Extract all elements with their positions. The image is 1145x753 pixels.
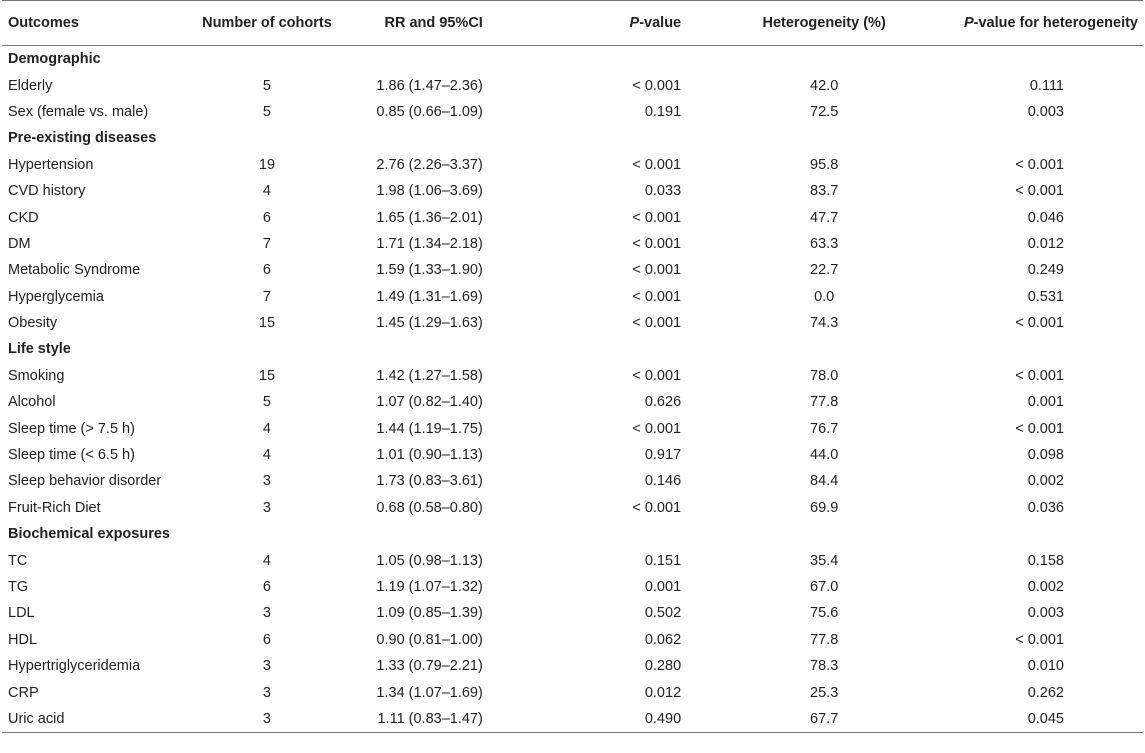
header-heterogeneity: Heterogeneity (%) bbox=[741, 1, 907, 46]
section-label: Biochemical exposures bbox=[8, 526, 170, 543]
heterogeneity-cell: 78.0 bbox=[810, 367, 839, 384]
p-heterogeneity-cell: 0.046 bbox=[1027, 209, 1064, 226]
table-row bbox=[2, 627, 1143, 653]
rr-cell: 1.86 (1.47–2.36) bbox=[376, 77, 483, 94]
outcome-cell: Sleep behavior disorder bbox=[8, 473, 162, 490]
outcome-cell: Sex (female vs. male) bbox=[8, 103, 149, 120]
table-row bbox=[2, 178, 1143, 204]
table-row bbox=[2, 468, 1143, 494]
table-row bbox=[2, 363, 1143, 389]
section-row bbox=[2, 336, 1143, 362]
p-value-cell: < 0.001 bbox=[632, 209, 682, 226]
cohorts-cell: 5 bbox=[262, 77, 271, 94]
cohorts-cell: 7 bbox=[262, 235, 271, 252]
outcome-cell: CRP bbox=[8, 684, 39, 701]
outcome-cell: Sleep time (< 6.5 h) bbox=[8, 447, 135, 464]
cohorts-cell: 4 bbox=[262, 447, 271, 464]
cohorts-cell: 3 bbox=[262, 605, 271, 622]
header-rr: RR and 95%CI bbox=[347, 1, 601, 46]
p-heterogeneity-cell: < 0.001 bbox=[1015, 420, 1064, 437]
section-label: Pre-existing diseases bbox=[8, 130, 157, 147]
cohorts-cell: 15 bbox=[258, 367, 276, 384]
p-heterogeneity-cell: < 0.001 bbox=[1015, 183, 1064, 200]
outcome-cell: TC bbox=[8, 552, 28, 569]
table-row bbox=[2, 389, 1143, 415]
p-value-cell: 0.490 bbox=[601, 706, 741, 733]
header-cohorts: Number of cohorts bbox=[187, 1, 348, 46]
outcome-cell: Hyperglycemia bbox=[8, 288, 104, 305]
cohorts-cell: 6 bbox=[262, 579, 271, 595]
p-value-cell: < 0.001 bbox=[632, 420, 682, 437]
p-heterogeneity-cell: 0.012 bbox=[1027, 235, 1064, 252]
table-row bbox=[2, 706, 1143, 733]
heterogeneity-cell: 47.7 bbox=[810, 209, 839, 226]
header-p-italic: P bbox=[629, 15, 640, 31]
rr-cell: 1.44 (1.19–1.75) bbox=[376, 420, 483, 437]
p-value-cell: < 0.001 bbox=[632, 288, 682, 305]
cohorts-cell: 5 bbox=[262, 103, 271, 120]
section-label: Life style bbox=[8, 341, 71, 358]
p-value-cell: 0.146 bbox=[644, 473, 682, 490]
p-value-cell: < 0.001 bbox=[632, 77, 682, 94]
header-p-rest: -value bbox=[639, 15, 682, 31]
p-value-cell: 0.001 bbox=[644, 579, 682, 595]
rr-cell: 1.33 (0.79–2.21) bbox=[376, 658, 483, 675]
section-label: Demographic bbox=[8, 51, 101, 68]
cohorts-cell: 15 bbox=[258, 315, 276, 332]
outcome-cell: LDL bbox=[8, 605, 35, 622]
p-value-cell: 0.191 bbox=[644, 103, 682, 120]
heterogeneity-cell: 35.4 bbox=[810, 552, 839, 569]
p-heterogeneity-cell: 0.249 bbox=[1027, 262, 1064, 279]
table-row bbox=[2, 415, 1143, 441]
p-value-cell: 0.502 bbox=[644, 605, 682, 622]
rr-cell: 1.59 (1.33–1.90) bbox=[376, 262, 483, 279]
p-value-cell: < 0.001 bbox=[632, 499, 682, 516]
cohorts-cell: 4 bbox=[262, 552, 271, 569]
rr-cell: 0.90 (0.81–1.00) bbox=[376, 631, 483, 648]
heterogeneity-cell: 76.7 bbox=[810, 420, 839, 437]
table-row bbox=[2, 653, 1143, 679]
p-value-cell: < 0.001 bbox=[632, 262, 682, 279]
heterogeneity-cell: 72.5 bbox=[810, 103, 839, 120]
p-heterogeneity-cell: 0.002 bbox=[1027, 473, 1064, 490]
outcome-cell: Hypertension bbox=[8, 156, 94, 173]
heterogeneity-cell: 95.8 bbox=[810, 156, 839, 173]
heterogeneity-cell: 67.7 bbox=[741, 706, 907, 733]
table-row bbox=[2, 152, 1143, 178]
outcome-cell: HDL bbox=[8, 631, 38, 648]
p-heterogeneity-cell: < 0.001 bbox=[1015, 631, 1064, 648]
p-heterogeneity-cell: 0.045 bbox=[907, 706, 1143, 733]
cohorts-cell: 3 bbox=[262, 499, 271, 516]
cohorts-cell: 4 bbox=[262, 183, 271, 200]
outcome-cell: Smoking bbox=[8, 367, 65, 384]
p-heterogeneity-cell: 0.036 bbox=[1027, 499, 1064, 516]
rr-cell: 1.45 (1.29–1.63) bbox=[376, 315, 483, 332]
cohorts-cell: 6 bbox=[262, 631, 271, 648]
p-value-cell: 0.012 bbox=[644, 684, 682, 701]
p-value-cell: < 0.001 bbox=[632, 315, 682, 332]
p-heterogeneity-cell: < 0.001 bbox=[1015, 315, 1064, 332]
table-row bbox=[2, 257, 1143, 283]
rr-cell: 1.42 (1.27–1.58) bbox=[376, 367, 483, 384]
rr-cell: 1.01 (0.90–1.13) bbox=[376, 447, 483, 464]
outcome-cell: DM bbox=[8, 235, 31, 252]
heterogeneity-cell: 0.0 bbox=[814, 288, 835, 305]
outcome-cell: Uric acid bbox=[2, 706, 187, 733]
cohorts-cell: 3 bbox=[262, 473, 271, 490]
p-heterogeneity-cell: 0.003 bbox=[1027, 103, 1064, 120]
heterogeneity-cell: 77.8 bbox=[810, 631, 839, 648]
rr-cell: 0.85 (0.66–1.09) bbox=[376, 103, 483, 120]
cohorts-cell: 19 bbox=[258, 156, 276, 173]
table-row bbox=[2, 600, 1143, 626]
section-row bbox=[2, 521, 1143, 547]
heterogeneity-cell: 67.0 bbox=[810, 579, 839, 595]
cohorts-cell: 3 bbox=[187, 706, 348, 733]
p-heterogeneity-cell: 0.531 bbox=[1027, 288, 1064, 305]
rr-cell: 1.34 (1.07–1.69) bbox=[376, 684, 483, 701]
rr-cell: 1.07 (0.82–1.40) bbox=[376, 394, 483, 411]
heterogeneity-cell: 42.0 bbox=[810, 77, 839, 94]
heterogeneity-cell: 22.7 bbox=[810, 262, 839, 279]
header-p-value bbox=[601, 1, 741, 46]
heterogeneity-cell: 44.0 bbox=[810, 447, 839, 464]
table-row bbox=[2, 442, 1143, 468]
cohorts-cell: 3 bbox=[262, 684, 271, 701]
outcome-cell: Metabolic Syndrome bbox=[8, 262, 141, 279]
rr-cell: 1.65 (1.36–2.01) bbox=[376, 209, 483, 226]
rr-cell: 1.98 (1.06–3.69) bbox=[376, 183, 483, 200]
p-value-cell: < 0.001 bbox=[632, 156, 682, 173]
cohorts-cell: 5 bbox=[262, 394, 271, 411]
header-phet-italic: P bbox=[963, 15, 974, 31]
table-row bbox=[2, 310, 1143, 336]
table-row bbox=[2, 231, 1143, 257]
p-value-cell: 0.033 bbox=[644, 183, 682, 200]
rr-cell: 1.09 (0.85–1.39) bbox=[376, 605, 483, 622]
heterogeneity-cell: 75.6 bbox=[810, 605, 839, 622]
outcome-cell: Elderly bbox=[8, 77, 53, 94]
outcome-cell: Hypertriglyceridemia bbox=[8, 658, 141, 675]
p-value-cell: 0.626 bbox=[644, 394, 682, 411]
heterogeneity-cell: 83.7 bbox=[810, 183, 839, 200]
p-heterogeneity-cell: 0.158 bbox=[1027, 552, 1064, 569]
rr-cell: 1.11 (0.83–1.47) bbox=[347, 706, 601, 733]
table-row bbox=[2, 72, 1143, 98]
rr-cell: 1.05 (0.98–1.13) bbox=[376, 552, 483, 569]
rr-cell: 1.71 (1.34–2.18) bbox=[376, 235, 483, 252]
p-heterogeneity-cell: 0.001 bbox=[1027, 394, 1064, 411]
p-heterogeneity-cell: 0.002 bbox=[1027, 579, 1064, 595]
rr-cell: 1.73 (0.83–3.61) bbox=[376, 473, 483, 490]
heterogeneity-cell: 63.3 bbox=[810, 235, 839, 252]
results-table bbox=[2, 0, 1143, 733]
heterogeneity-cell: 69.9 bbox=[810, 499, 839, 516]
p-value-cell: < 0.001 bbox=[632, 367, 682, 384]
cohorts-cell: 6 bbox=[262, 209, 271, 226]
rr-cell: 0.68 (0.58–0.80) bbox=[376, 499, 483, 516]
p-value-cell: 0.062 bbox=[644, 631, 682, 648]
p-heterogeneity-cell: 0.010 bbox=[1027, 658, 1064, 675]
heterogeneity-cell: 78.3 bbox=[810, 658, 839, 675]
outcome-cell: CKD bbox=[8, 209, 39, 226]
heterogeneity-cell: 84.4 bbox=[810, 473, 839, 490]
outcome-cell: Obesity bbox=[8, 315, 58, 332]
rr-cell: 2.76 (2.26–3.37) bbox=[376, 156, 483, 173]
header-p-heterogeneity bbox=[907, 1, 1143, 46]
heterogeneity-cell: 74.3 bbox=[810, 315, 839, 332]
cohorts-cell: 7 bbox=[262, 288, 271, 305]
cohorts-cell: 3 bbox=[262, 658, 271, 675]
header-outcomes: Outcomes bbox=[2, 1, 187, 46]
p-value-cell: < 0.001 bbox=[632, 235, 682, 252]
p-value-cell: 0.151 bbox=[644, 552, 682, 569]
outcome-cell: CVD history bbox=[8, 183, 86, 200]
table-row bbox=[2, 679, 1143, 705]
table-row bbox=[2, 284, 1143, 310]
cohorts-cell: 4 bbox=[262, 420, 271, 437]
section-row bbox=[2, 125, 1143, 151]
p-heterogeneity-cell: 0.098 bbox=[1027, 447, 1064, 464]
section-row bbox=[2, 46, 1143, 73]
cohorts-cell: 6 bbox=[262, 262, 271, 279]
outcome-cell: Alcohol bbox=[8, 394, 56, 411]
p-heterogeneity-cell: < 0.001 bbox=[1015, 156, 1064, 173]
p-heterogeneity-cell: < 0.001 bbox=[1015, 367, 1064, 384]
p-value-cell: 0.280 bbox=[644, 658, 682, 675]
table-row bbox=[2, 204, 1143, 230]
heterogeneity-cell: 77.8 bbox=[810, 394, 839, 411]
p-heterogeneity-cell: 0.111 bbox=[1029, 77, 1064, 94]
heterogeneity-cell: 25.3 bbox=[810, 684, 839, 701]
header-phet-rest: -value for heterogeneity bbox=[973, 15, 1138, 31]
table-row bbox=[2, 547, 1143, 573]
outcome-cell: TG bbox=[8, 579, 29, 595]
outcome-cell: Sleep time (> 7.5 h) bbox=[8, 420, 135, 437]
table-row bbox=[2, 574, 1143, 600]
p-heterogeneity-cell: 0.003 bbox=[1027, 605, 1064, 622]
header-row bbox=[2, 1, 1143, 46]
p-value-cell: 0.917 bbox=[644, 447, 682, 464]
table-header bbox=[2, 1, 1143, 46]
rr-cell: 1.49 (1.31–1.69) bbox=[376, 288, 483, 305]
table-row bbox=[2, 495, 1143, 521]
table-row bbox=[2, 99, 1143, 125]
outcome-cell: Fruit-Rich Diet bbox=[8, 499, 101, 516]
table-body bbox=[2, 46, 1143, 733]
rr-cell: 1.19 (1.07–1.32) bbox=[376, 579, 483, 595]
p-heterogeneity-cell: 0.262 bbox=[1027, 684, 1064, 701]
